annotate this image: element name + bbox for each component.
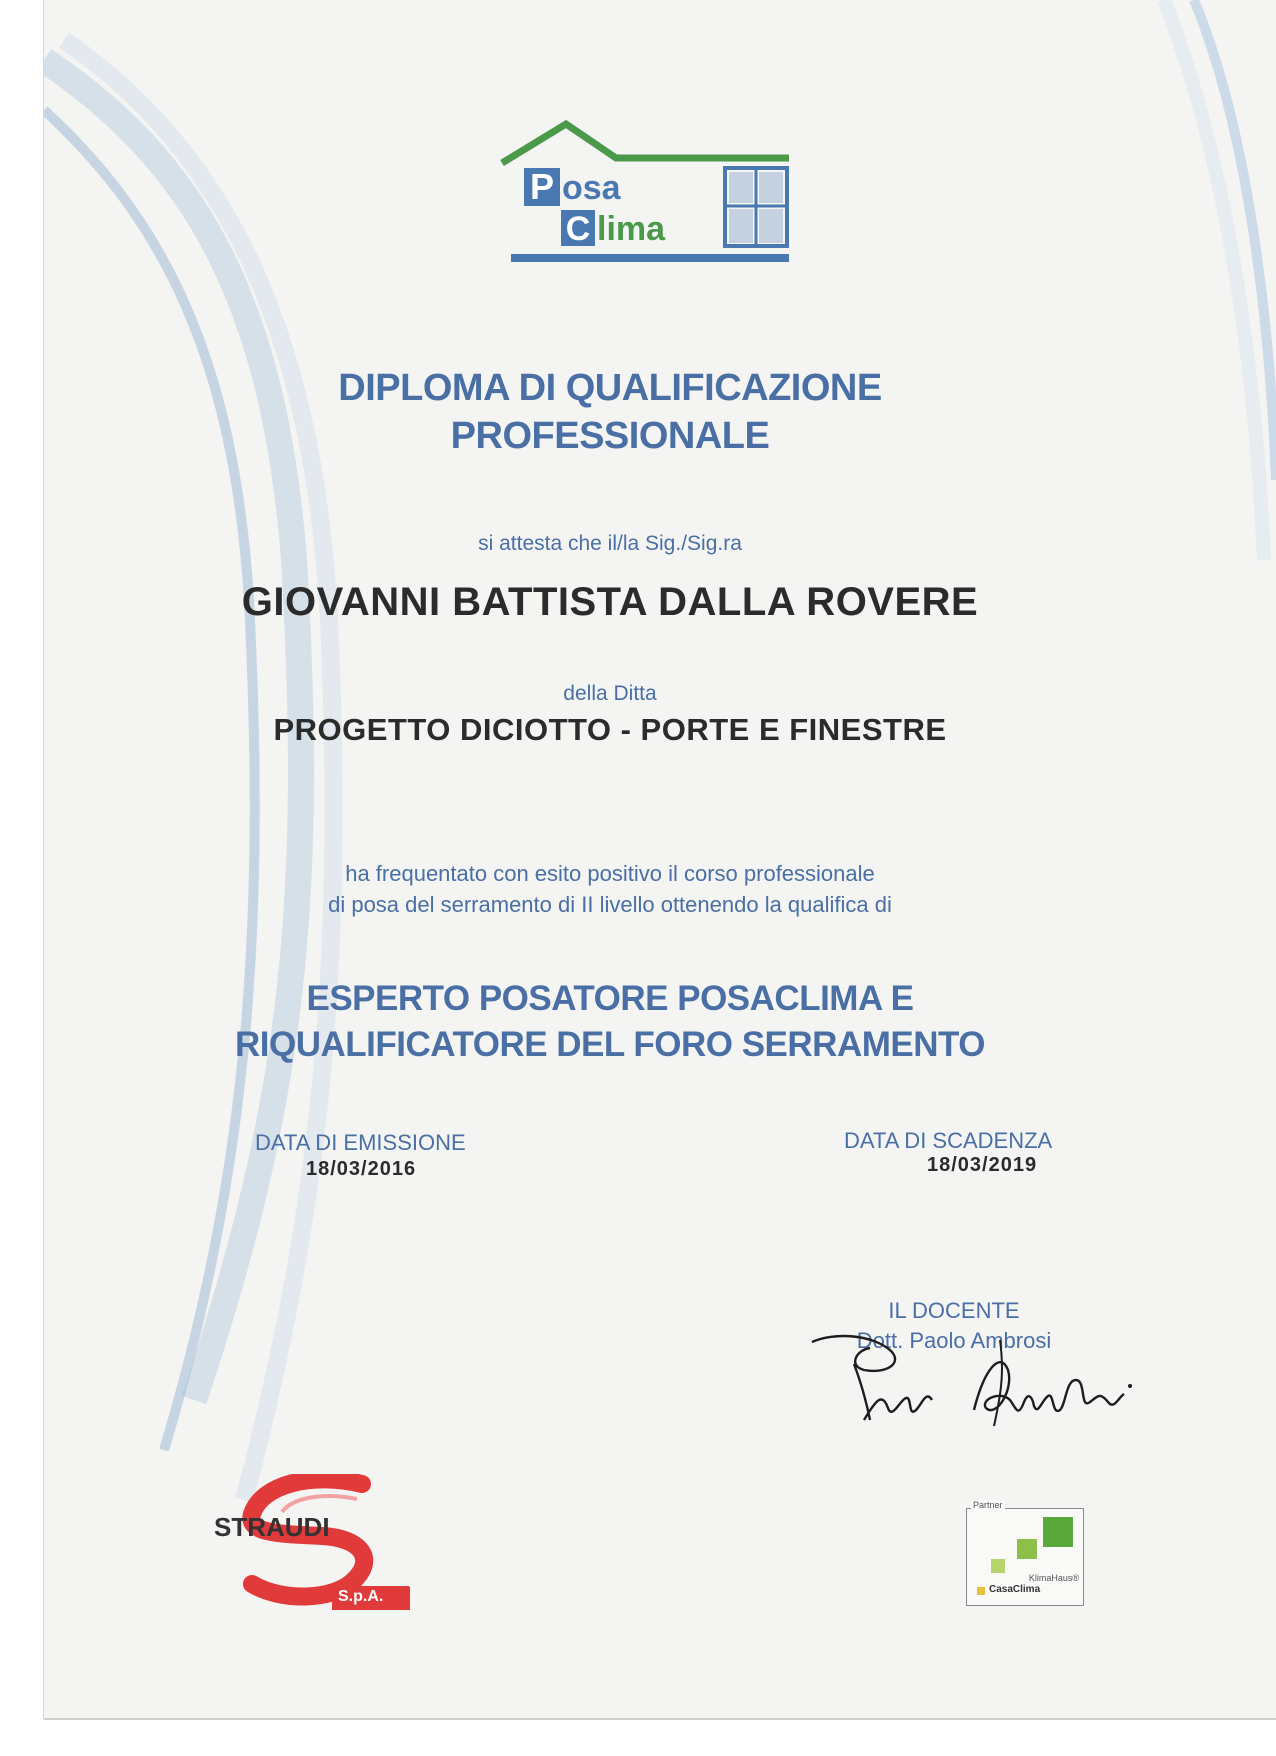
- title-line-2: PROFESSIONALE: [450, 415, 770, 457]
- straudi-suffix: S.p.A.: [338, 1588, 384, 1605]
- logo-letter-p: P: [529, 166, 555, 207]
- partner-label: Partner: [973, 1500, 1003, 1510]
- partner-line-1: KlimaHaus®: [1028, 1573, 1079, 1583]
- course-line-2: di posa del serramento di II livello ottenendo la qualifica di: [328, 892, 892, 917]
- sheet-edge: [44, 1718, 1276, 1720]
- logo-word-osa: osa: [562, 169, 621, 207]
- logo-word-lima: lima: [597, 210, 666, 248]
- qualification-line-2: RIQUALIFICATORE DEL FORO SERRAMENTO: [235, 1025, 985, 1064]
- casaclima-partner-badge: [966, 1500, 1084, 1606]
- title-line-1: DIPLOMA DI QUALIFICAZIONE: [338, 367, 882, 409]
- partner-line-2: CasaClima: [989, 1584, 1041, 1595]
- attest-text: si attesta che il/la Sig./Sig.ra: [478, 532, 742, 555]
- company-name: PROGETTO DICIOTTO - PORTE E FINESTRE: [273, 712, 947, 747]
- expiry-date-value: 18/03/2019: [927, 1154, 1038, 1176]
- expiry-date-label: DATA DI SCADENZA: [844, 1128, 1053, 1153]
- holder-name: GIOVANNI BATTISTA DALLA ROVERE: [241, 580, 979, 624]
- straudi-name: STRAUDI: [214, 1512, 330, 1542]
- course-line-1: ha frequentato con esito positivo il corso professionale: [345, 861, 875, 886]
- signatory-role: IL DOCENTE: [888, 1298, 1020, 1323]
- diploma-title: [44, 364, 1226, 460]
- signature-image: [804, 1330, 1144, 1440]
- qualification: [44, 976, 1226, 1068]
- qualification-line-1: ESPERTO POSATORE POSACLIMA E: [306, 979, 914, 1018]
- company-label: della Ditta: [563, 682, 657, 705]
- course-text: [44, 858, 1226, 920]
- issue-date-label: DATA DI EMISSIONE: [255, 1130, 466, 1155]
- signatory-name: Dott. Paolo Ambrosi: [856, 1328, 1052, 1353]
- posaclima-logo: [499, 118, 799, 268]
- logo-letter-c: C: [565, 210, 591, 248]
- window-icon: [725, 168, 787, 246]
- issue-date-value: 18/03/2016: [306, 1158, 417, 1180]
- straudi-logo: [212, 1474, 452, 1610]
- diploma-sheet: [44, 0, 1276, 1718]
